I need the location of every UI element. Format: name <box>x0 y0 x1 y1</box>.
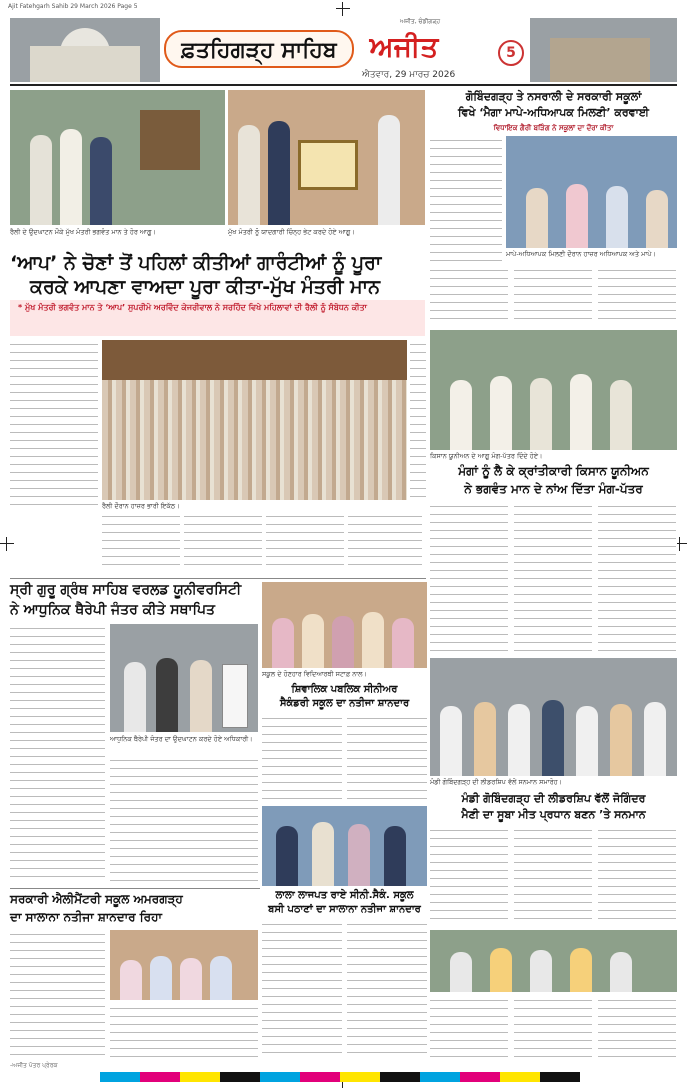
therapy-device-photo <box>110 624 258 732</box>
kisan-headline-line2: ਨੇ ਭਗਵੰਤ ਮਾਨ ਦੇ ਨਾਂਅ ਦਿੱਤਾ ਮੰਗ-ਪੱਤਰ <box>464 482 643 496</box>
shivalik-headline-line2: ਸੈਕੰਡਰੀ ਸਕੂਲ ਦਾ ਨਤੀਜਾ ਸ਼ਾਨਦਾਰ <box>279 698 410 709</box>
article-column <box>430 826 677 926</box>
shivalik-headline: ਸ਼ਿਵਾਲਿਕ ਪਬਲਿਕ ਸੀਨੀਅਰ <box>291 684 398 695</box>
article-column <box>430 136 502 261</box>
main-headline: ‘ਆਪ’ ਨੇ ਚੋਣਾਂ ਤੋਂ ਪਹਿਲਾਂ ਕੀਤੀਆਂ ਗਾਰੰਟੀਆਂ ਨੂੰ ਪੂਰਾ <box>10 252 382 274</box>
print-info-line: Ajit Fatehgarh Sahib 29 March 2026 Page 5 <box>8 3 138 10</box>
district-title: ਫ਼ਤਹਿਗੜ੍ਹ ਸਾਹਿਬ <box>164 30 354 68</box>
photo-caption: ਮੰਡੀ ਗੋਬਿੰਦਗੜ੍ਹ ਦੀ ਲੀਡਰਸ਼ਿਪ ਵੱਲੋਂ ਸਨਮਾਨ ਸਮਾਰੋਹ। <box>430 778 562 786</box>
kisan-headline: ਮੰਗਾਂ ਨੂੰ ਲੈ ਕੇ ਕ੍ਰਾਂਤੀਕਾਰੀ ਕਿਸਾਨ ਯੂਨੀਅਨ <box>458 464 649 478</box>
university-headline: ਸ੍ਰੀ ਗੁਰੂ ਗ੍ਰੰਥ ਸਾਹਿਬ ਵਰਲਡ ਯੂਨੀਵਰਸਿਟੀ <box>10 582 242 598</box>
shivalik-school-photo <box>262 582 427 668</box>
article-column <box>110 1004 258 1060</box>
school-meeting-headline: ਗੋਬਿੰਦਗੜ੍ਹ ਤੇ ਨਸਰਾਲੀ ਦੇ ਸਰਕਾਰੀ ਸਕੂਲਾਂ <box>465 90 642 103</box>
article-column <box>430 266 677 326</box>
byline: -ਅਜੀਤ ਪੱਤਰ ਪ੍ਰੇਰਕ <box>10 1062 58 1069</box>
photo-caption: ਮੁੱਖ ਮੰਤਰੀ ਨੂੰ ਯਾਦਗਾਰੀ ਚਿੰਨ੍ਹ ਭੇਟ ਕਰਦੇ ਹੋਏ ਆਗੂ। <box>228 228 355 236</box>
university-headline-line2: ਨੇ ਆਧੁਨਿਕ ਥੈਰੇਪੀ ਜੰਤਰ ਕੀਤੇ ਸਥਾਪਿਤ <box>10 602 215 618</box>
article-column <box>262 714 427 804</box>
photo-caption: ਰੈਲੀ ਦੇ ਉਦਘਾਟਨ ਮੌਕੇ ਮੁੱਖ ਮੰਤਰੀ ਭਗਵੰਤ ਮਾਨ ਤੇ ਹੋਰ ਆਗੂ। <box>10 228 156 236</box>
page-number: 5 <box>498 40 524 66</box>
article-column <box>10 930 105 1060</box>
mandi-felicitation-photo <box>430 658 677 776</box>
highlight-strip: * ਮੁੱਖ ਮੰਤਰੀ ਭਗਵੰਤ ਮਾਨ ਤੇ ‘ਆਪ’ ਸੁਪਰੀਮੋ ਅਰਵਿੰਦ ਕੇਜਰੀਵਾਲ ਨੇ ਸਰਹਿੰਦ ਵਿਖੇ ਮਹਿਲਾਵਾਂ ਦੀ ਰੈਲੀ ਨੂੰ ਸੰਬੋਧਨ ਕੀਤਾ <box>10 300 425 336</box>
article-column <box>102 512 422 572</box>
amargarh-students-photo <box>110 930 258 1000</box>
main-headline-line2: ਕਰਕੇ ਆਪਣਾ ਵਾਅਦਾ ਪੂਰਾ ਕੀਤਾ-ਮੁੱਖ ਮੰਤਰੀ ਮਾਨ <box>30 276 380 298</box>
article-column <box>110 756 258 884</box>
article-column <box>10 624 105 884</box>
print-color-bar <box>100 1072 580 1082</box>
article-column <box>430 502 677 652</box>
article-column <box>262 920 427 1060</box>
lala-school-headline: ਲਾਲਾ ਲਾਜਪਤ ਰਾਏ ਸੀਨੀ.ਸੈਕੰ. ਸਕੂਲ <box>275 890 414 901</box>
photo-caption: ਮਾਪੇ-ਅਧਿਆਪਕ ਮਿਲਣੀ ਦੌਰਾਨ ਹਾਜ਼ਰ ਅਧਿਆਪਕ ਅਤੇ ਮਾਪੇ। <box>506 250 656 258</box>
kisan-union-photo <box>430 330 677 450</box>
mandi-headline-line2: ਮੈਣੀ ਦਾ ਸੂਬਾ ਮੀਤ ਪ੍ਰਧਾਨ ਬਣਨ ’ਤੇ ਸਨਮਾਨ <box>461 808 646 821</box>
gurdwara-photo <box>10 18 160 82</box>
inauguration-photo <box>10 90 225 225</box>
crowd-caption: ਰੈਲੀ ਦੌਰਾਨ ਹਾਜ਼ਰ ਭਾਰੀ ਇਕੱਠ। <box>102 502 180 510</box>
historic-building-photo <box>530 18 677 82</box>
mandi-group-photo <box>430 930 677 992</box>
issue-date: ਐਤਵਾਰ, 29 ਮਾਰਚ 2026 <box>362 70 456 80</box>
photo-caption: ਕਿਸਾਨ ਯੂਨੀਅਨ ਦੇ ਆਗੂ ਮੰਗ-ਪੱਤਰ ਦਿੰਦੇ ਹੋਏ। <box>430 452 543 460</box>
registration-mark-icon <box>0 537 14 551</box>
newspaper-brand: ਅਜੀਤ <box>369 30 439 63</box>
lala-school-headline-line2: ਬਸੀ ਪਠਾਣਾਂ ਦਾ ਸਾਲਾਨਾ ਨਤੀਜਾ ਸ਼ਾਨਦਾਰ <box>268 904 421 915</box>
lala-school-staff-photo <box>262 806 427 886</box>
amargarh-headline: ਸਰਕਾਰੀ ਐਲੀਮੈਂਟਰੀ ਸਕੂਲ ਅਮਰਗੜ੍ਹ <box>10 892 183 906</box>
mandi-headline: ਮੰਡੀ ਗੋਬਿੰਦਗੜ੍ਹ ਦੀ ਲੀਡਰਸ਼ਿਪ ਵੱਲੋਂ ਜੋਗਿੰਦਰ <box>461 792 646 805</box>
school-meeting-headline-line2: ਵਿਖੇ ‘ਮੈਗਾ ਮਾਪੇ-ਅਧਿਆਪਕ ਮਿਲਣੀ’ ਕਰਵਾਈ <box>458 106 649 119</box>
article-column <box>410 340 426 500</box>
memento-photo <box>228 90 425 225</box>
rally-crowd-photo <box>102 340 407 500</box>
parent-teacher-meeting-photo <box>506 136 677 248</box>
article-column <box>430 996 677 1058</box>
article-column <box>10 340 98 505</box>
section-divider <box>10 888 260 889</box>
masthead-city: ਅਜੀਤ, ਚੰਡੀਗੜ੍ਹ <box>400 18 441 25</box>
school-meeting-subhead: ਵਿਧਾਇਕ ਗੈਰੀ ਬੜਿੰਗ ਨੇ ਸਕੂਲਾਂ ਦਾ ਦੌਰਾ ਕੀਤਾ <box>493 124 614 132</box>
photo-caption: ਸਕੂਲ ਦੇ ਹੋਣਹਾਰ ਵਿਦਿਆਰਥੀ ਸਟਾਫ਼ ਨਾਲ। <box>262 670 367 678</box>
photo-caption: ਆਧੁਨਿਕ ਥੈਰੇਪੀ ਜੰਤਰ ਦਾ ਉਦਘਾਟਨ ਕਰਦੇ ਹੋਏ ਅਧਿਕਾਰੀ। <box>110 735 253 743</box>
amargarh-headline-line2: ਦਾ ਸਾਲਾਨਾ ਨਤੀਜਾ ਸ਼ਾਨਦਾਰ ਰਿਹਾ <box>10 910 162 924</box>
section-divider <box>10 578 426 579</box>
